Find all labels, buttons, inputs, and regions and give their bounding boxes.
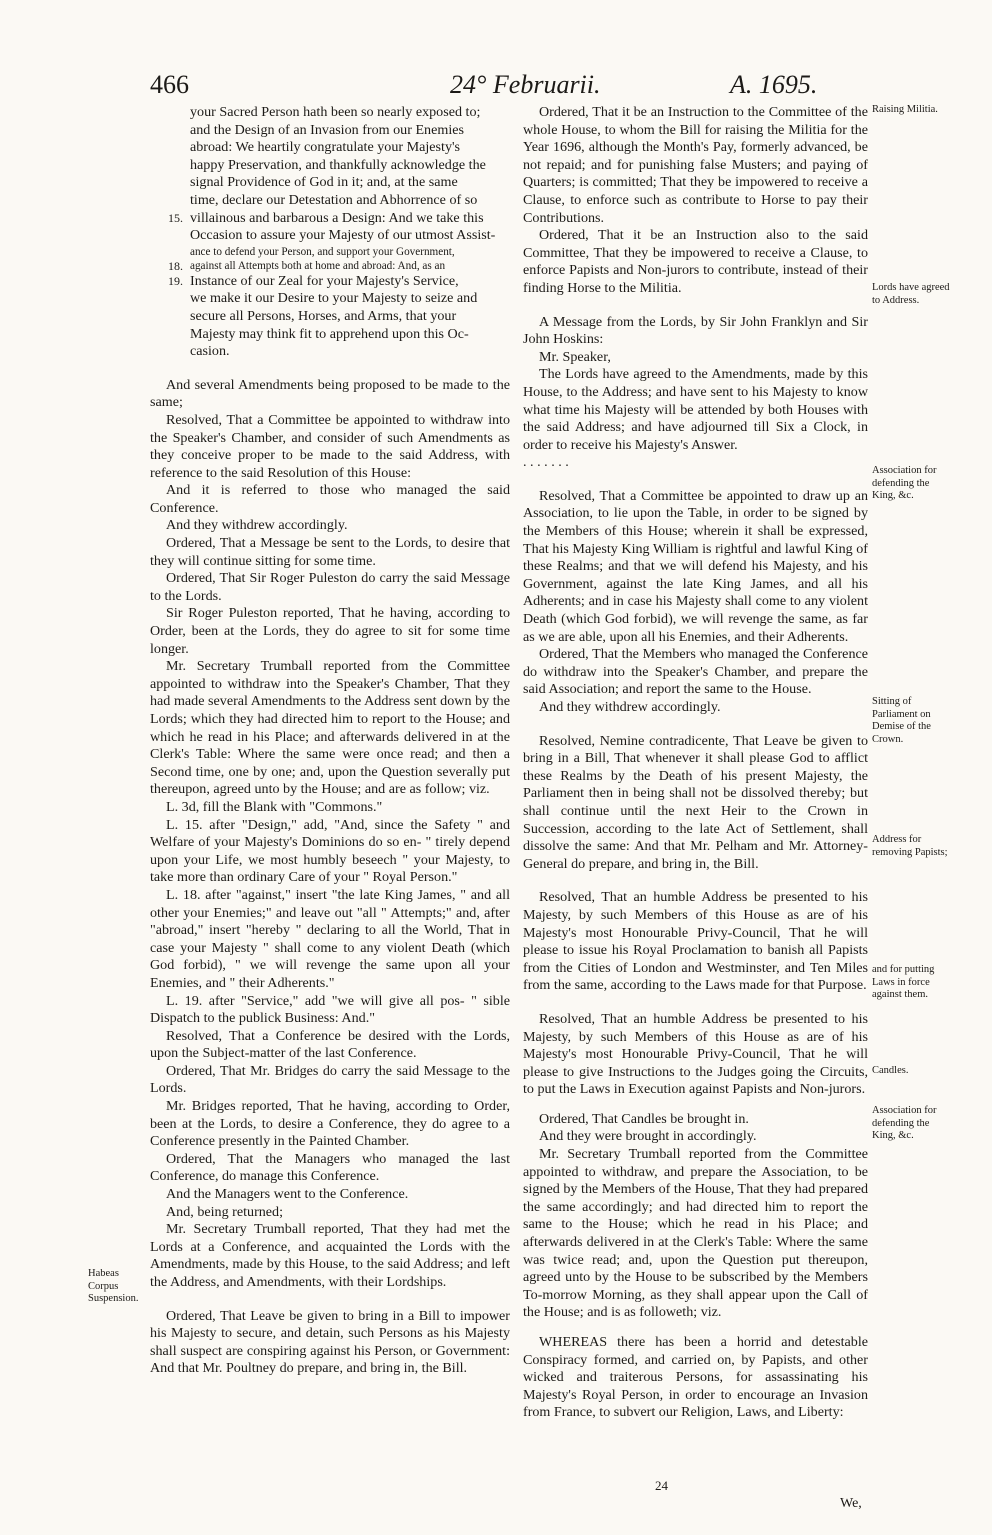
- paragraph: And several Amendments being proposed to be made to the same;: [150, 376, 510, 411]
- quote-line: Occasion to assure your Majesty of our utmost Assist-: [190, 227, 496, 244]
- quote-line: Majesty may think fit to apprehend upon this Oc-: [190, 325, 469, 342]
- quote-line: casion.: [190, 343, 230, 360]
- paragraph: Ordered, That a Message be sent to the Lords, to desire that they will continue sitting for some time.: [150, 535, 510, 569]
- line-number: 15.: [168, 210, 183, 225]
- paragraph: And, being returned;: [166, 1203, 284, 1220]
- quote-line: and the Design of an Invasion from our Enemies: [190, 121, 464, 138]
- margin-note: and for putting Laws in force against them.: [872, 964, 935, 1000]
- paragraph: Ordered, That it be an Instruction to the Committee of the whole House, to whom the Bill for raising the Militia for the Year 1696, although the Month's Pay, formerly advanced, be not repaid; and for punishing false Musters; and paying of Quarters; is committed; That they be impowered to receive a Clause, to enforce such as contribute to Horse to pay their Contributions.: [523, 104, 868, 226]
- catchword: We,: [840, 1496, 862, 1511]
- quote-line: signal Providence of God in it; and, at the same: [190, 174, 458, 191]
- line-number: 18.: [168, 258, 183, 273]
- paragraph: Ordered, That it be an Instruction also to the said Committee, That they be impowered to receive a Clause, to enforce Papists and Non-jurors to contribute, instead of their finding Horse to the Militia.: [523, 227, 868, 296]
- paragraph: Mr. Bridges reported, That he having, according to Order, been at the Lords, to desire a Conference, they do agree to a Conference presently in the Painted Chamber.: [150, 1098, 510, 1150]
- quote-line: 19. Instance of our Zeal for your Majesty's Service,: [168, 272, 459, 289]
- quote-line: 15. villainous and barbarous a Design: And we take this: [168, 209, 484, 226]
- paragraph: And they withdrew accordingly.: [166, 517, 348, 534]
- amendment: L. 3d, fill the Blank with "Commons.": [166, 798, 383, 815]
- paragraph: Mr. Secretary Trumball reported, That they had met the Lords at a Conference, and acquainted the Lords with the Amendments, made by this House, to the said Address; and left the Address, and Amendments, with their Lordships.: [150, 1221, 510, 1290]
- line-number: 19.: [168, 273, 183, 288]
- quote-line: abroad: We heartily congratulate your Majesty's: [190, 139, 461, 156]
- margin-note: Raising Militia.: [872, 104, 938, 115]
- paragraph: And they withdrew accordingly.: [539, 699, 721, 715]
- header-date: 24° Februarii.: [450, 70, 601, 99]
- paragraph: A Message from the Lords, by Sir John Franklyn and Sir John Hoskins:: [523, 313, 868, 348]
- quote-small-line: 18. against all Attempts both at home and abroad: And, as an: [168, 258, 446, 273]
- margin-note: Habeas Corpus Suspension.: [88, 1268, 139, 1304]
- paragraph: Sir Roger Puleston reported, That he having, according to Order, been at the Lords, they do agree to sit for some time longer.: [150, 605, 510, 657]
- paragraph: Ordered, That Mr. Bridges do carry the said Message to the Lords.: [150, 1062, 510, 1097]
- paragraph: Resolved, That a Committee be appointed to withdraw into the Speaker's Chamber, and consider of such Amendments as they conceive proper to be made to the said Address, with reference to the said Resolution of this House:: [150, 411, 510, 481]
- paragraph: Ordered, That Leave be given to bring in a Bill to impower his Majesty to secure, and detain, such Persons as his Majesty shall suspect are conspiring against his Person, or Government: And that Mr. Poultney do prepare, and bring in, the Bill.: [150, 1307, 510, 1377]
- paragraph: Resolved, That a Conference be desired with the Lords, upon the Subject-matter of the last Conference.: [150, 1027, 510, 1062]
- signature-mark: 24: [655, 1478, 668, 1493]
- right-column: [523, 104, 868, 1422]
- left-column: [150, 104, 510, 1378]
- page-number: 466: [150, 70, 189, 99]
- paragraph: Ordered, That the Managers who managed the last Conference, do manage this Conference.: [150, 1150, 510, 1185]
- paragraph: Resolved, That an humble Address be presented to his Majesty, by such Members of this House as are of his Majesty's most Honourable Privy-Council, That he will please to issue his Royal Proclamation to banish all Papists from the Cities of London and Westminster, and Ten Miles from the same, according to the Laws made for that Purpose.: [523, 889, 868, 994]
- margin-note: Candles.: [872, 1065, 909, 1076]
- paragraph: Resolved, That a Committee be appointed to draw up an Association, to lie upon the Table, in order to be signed by the Members of this House; wherein it shall be expressed, That his Majesty King William is rightful and lawful King of these Realms; and that we will defend his Majesty, and his Government, against the late King James, and all his Adherents; and in case his Majesty shall come to any violent Death (which God forbid), we will revenge the same, as far as we are able, upon all his Enemies, and their Adherents.: [523, 487, 868, 645]
- header-year: A. 1695.: [730, 70, 818, 99]
- paragraph: Ordered, That the Members who managed the Conference do withdraw into the Speaker's Chamber, and prepare the said Association; and report the same to the House.: [523, 646, 868, 698]
- quote-small-line: ance to defend your Person, and support your Government,: [190, 245, 455, 258]
- amendment: L. 18. after "against," insert "the late King James, " and all other your Enemies;" and leave out "all " Attempts;" and, after "abroad," insert "hereby " declaring to all the World, That in case your Majesty " shall come to any violent Death (which God forbid), " we will revenge the same upon all your Enemies, and " their Adherents.": [150, 886, 510, 991]
- margin-note: Association for defending the King, &c.: [872, 465, 937, 501]
- paragraph: Mr. Secretary Trumball reported from the Committee appointed to withdraw, and prepare the Association, to be signed by the Members of the House, That they had prepared the same accordingly; and had directed him to report the same to the House; which he read in his Place; and afterwards delivered in at the Clerk's Table: Where the same was twice read; and, upon the Question put thereupon, agreed unto by the House to be subscribed by the Members To-morrow Morning, as they shall appear upon the Call of the House; and is as followeth; viz.: [523, 1146, 868, 1321]
- margin-note: Sitting of Parliament on Demise of the Crown.: [872, 696, 931, 745]
- paragraph: WHEREAS there has been a horrid and detestable Conspiracy formed, and carried on, by Papists, and other wicked and traiterous Persons, for assassinating his Majesty's Royal Person, in order to encourage an Invasion from France, to subvert our Religion, Laws, and Liberty:: [523, 1334, 868, 1421]
- quote-line: we make it our Desire to your Majesty to seize and: [190, 290, 478, 307]
- paragraph: Resolved, Nemine contradicente, That Leave be given to bring in a Bill, That whenever it shall please God to afflict these Realms by the Death of his present Majesty, the Parliament then in being shall not be dissolved thereby; but shall continue until the next Heir to the Crown in Succession, according to the late Act of Settlement, shall dissolve the same: And that Mr. Pelham and Mr. Attorney-General do prepare, and bring in, the Bill.: [523, 732, 868, 872]
- quote-line: secure all Persons, Horses, and Arms, that your: [190, 307, 457, 324]
- paragraph: And the Managers went to the Conference.: [166, 1186, 409, 1203]
- quote-line: your Sacred Person hath been so nearly exposed to;: [190, 104, 481, 120]
- margin-note: Address for removing Papists;: [872, 834, 948, 858]
- paragraph: And they were brought in accordingly.: [539, 1128, 757, 1145]
- salutation: Mr. Speaker,: [539, 348, 611, 365]
- paragraph: Ordered, That Candles be brought in.: [539, 1110, 749, 1127]
- amendment: L. 15. after "Design," add, "And, since the Safety " and Welfare of your Majesty's Dominions do so en- " tirely depend upon your Life, we most humbly beseech " your Majesty, to take more than ordinary Care of your " Royal Person.": [150, 816, 510, 886]
- paragraph: The Lords have agreed to the Amendments, made by this House, to the Address; and have sent to his Majesty to know what time his Majesty will be attended by both Houses with the said Address; and have adjourned till Six a Clock, in order to receive his Majesty's Answer.: [523, 366, 868, 453]
- paragraph: Resolved, That an humble Address be presented to his Majesty, by such Members of this House as are of his Majesty's most Honourable Privy-Council, That he will please to give Instructions to the Judges going the Circuits, to put the Laws in Execution against Papists and Non-jurors.: [523, 1010, 868, 1098]
- quote-line: time, declare our Detestation and Abhorrence of so: [190, 191, 478, 208]
- margin-note: Lords have agreed to Address.: [872, 282, 950, 306]
- paragraph: Ordered, That Sir Roger Puleston do carry the said Message to the Lords.: [150, 570, 510, 604]
- paragraph: And it is referred to those who managed the said Conference.: [150, 482, 510, 516]
- ellipsis-divider: . . . . . . .: [523, 454, 569, 471]
- quote-line: happy Preservation, and thankfully acknowledge the: [190, 156, 486, 173]
- margin-note: Association for defending the King, &c.: [872, 1105, 937, 1141]
- paragraph: Mr. Secretary Trumball reported from the Committee appointed to withdraw into the Speaker's Chamber, That they had made several Amendments to the Address sent down by the Lords; which they had directed him to report to the House; and which he read in his Place; and afterwards delivered in at the Clerk's Table: Where the same were once read; and then a Second time, one by one; and, upon the Question severally put thereupon, agreed unto by the House; and are as follow; viz.: [150, 658, 510, 798]
- amendment: L. 19. after "Service," add "we will give all pos- " sible Dispatch to the publick Business: And.": [150, 992, 510, 1027]
